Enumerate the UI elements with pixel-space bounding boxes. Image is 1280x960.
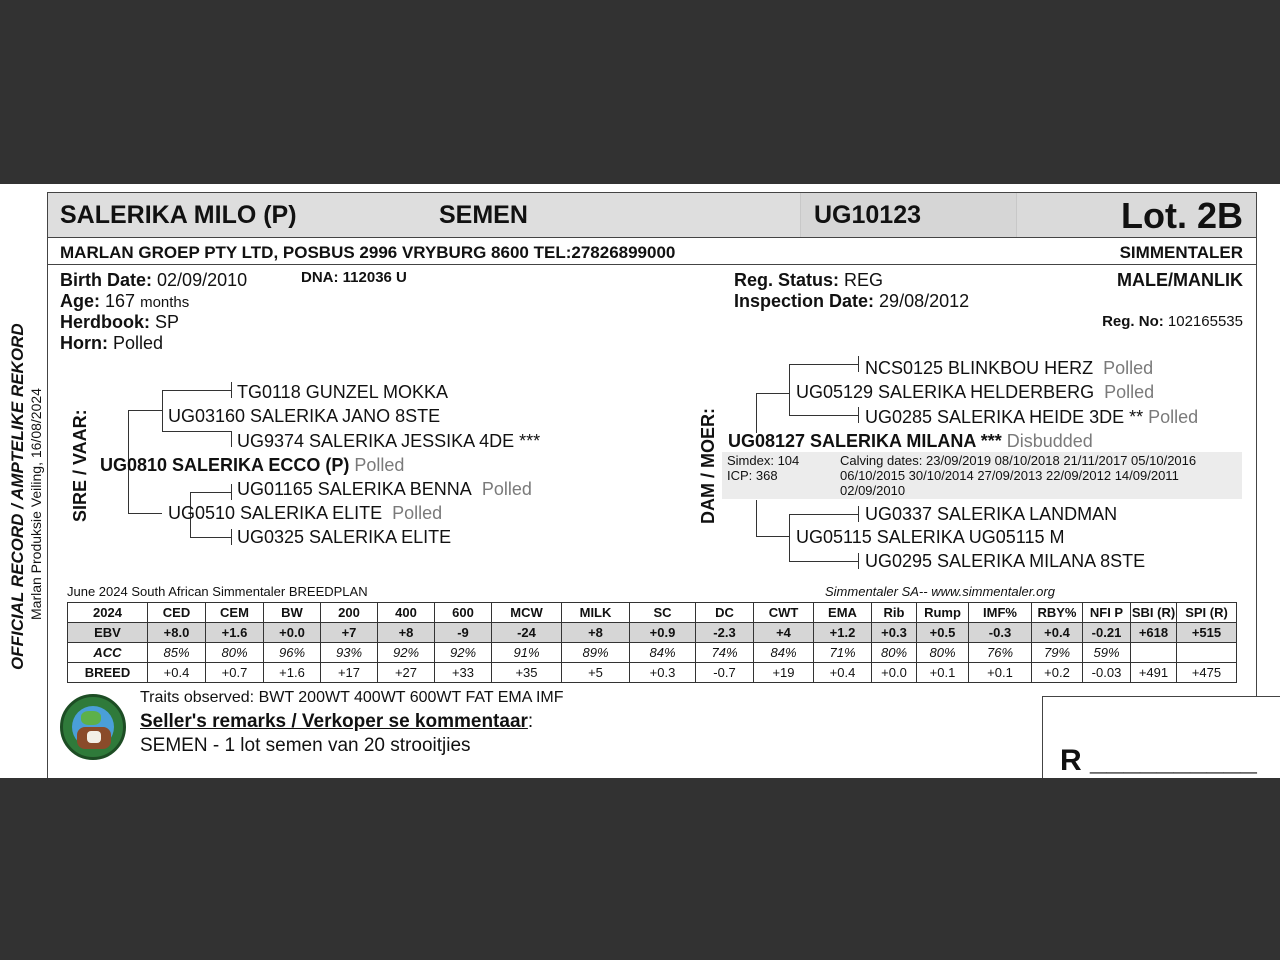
breedplan-source: Simmentaler SA-- www.simmentaler.org <box>825 584 1055 599</box>
ebv-cell: CEM <box>206 603 264 623</box>
ebv-cell: +1.2 <box>814 623 872 643</box>
age: Age: 167 months <box>60 291 190 311</box>
ebv-cell: +27 <box>378 663 435 683</box>
ebv-cell: 200 <box>321 603 378 623</box>
simmentaler-logo-icon <box>60 694 126 760</box>
ebv-cell: DC <box>696 603 754 623</box>
ebv-cell: +33 <box>435 663 492 683</box>
ebv-cell: EMA <box>814 603 872 623</box>
horn: Horn: Polled <box>60 333 164 353</box>
ebv-cell: Rump <box>917 603 969 623</box>
ebv-cell: 71% <box>814 643 872 663</box>
sire-label: SIRE / VAAR: <box>70 409 90 522</box>
dam-dam: UG05115 SALERIKA UG05115 M <box>796 527 1065 547</box>
ebv-cell: +491 <box>1131 663 1177 683</box>
ebv-cell: +0.0 <box>872 663 917 683</box>
item-type: SEMEN <box>439 201 528 229</box>
sire-dam: UG0510 SALERIKA ELITE Polled <box>168 503 443 523</box>
ebv-row <box>68 623 1237 643</box>
ebv-cell: ACC <box>68 643 148 663</box>
simdex: Simdex: 104 <box>727 453 800 468</box>
frame-left <box>47 192 48 778</box>
ebv-cell: 79% <box>1032 643 1083 663</box>
ebv-cell: +0.4 <box>1032 623 1083 643</box>
ebv-cell: 80% <box>917 643 969 663</box>
sire-sire-dam: UG9374 SALERIKA JESSIKA 4DE *** <box>237 431 541 451</box>
official-record-label: OFFICIAL RECORD / AMPTELIKE REKORD <box>8 323 27 670</box>
ebv-cell: IMF% <box>969 603 1032 623</box>
ebv-cell: +1.6 <box>206 623 264 643</box>
ebv-cell: -0.7 <box>696 663 754 683</box>
ebv-cell: +35 <box>492 663 562 683</box>
ebv-cell: -9 <box>435 623 492 643</box>
ebv-cell: +0.5 <box>917 623 969 643</box>
ebv-cell: 2024 <box>68 603 148 623</box>
dam-name: UG08127 SALERIKA MILANA *** Disbudded <box>728 431 1093 451</box>
breed-avg-row <box>68 663 1237 683</box>
ebv-cell: +17 <box>321 663 378 683</box>
remarks-text: SEMEN - 1 lot semen van 20 strooitjies <box>140 735 471 756</box>
ebv-cell: 85% <box>148 643 206 663</box>
ebv-cell: 59% <box>1083 643 1131 663</box>
ebv-cell: +0.0 <box>264 623 321 643</box>
ebv-cell: -24 <box>492 623 562 643</box>
ebv-cell <box>1131 643 1177 663</box>
ebv-cell: CED <box>148 603 206 623</box>
herdbook: Herdbook: SP <box>60 312 180 332</box>
sex: MALE/MANLIK <box>1117 270 1243 290</box>
ebv-cell: 80% <box>206 643 264 663</box>
ebv-cell: MILK <box>562 603 630 623</box>
ebv-cell: SC <box>630 603 696 623</box>
dam-sire-sire: NCS0125 BLINKBOU HERZ Polled <box>865 358 1154 378</box>
ebv-cell: 89% <box>562 643 630 663</box>
ebv-cell: SPI (R) <box>1177 603 1237 623</box>
ebv-cell: 600 <box>435 603 492 623</box>
dam-dam-dam: UG0295 SALERIKA MILANA 8STE <box>865 551 1146 571</box>
catalogue-sheet <box>0 184 1280 778</box>
inspection-date: Inspection Date: 29/08/2012 <box>734 291 970 311</box>
traits-observed: Traits observed: BWT 200WT 400WT 600WT FAT EMA IMF <box>140 689 564 706</box>
sire-name: UG0810 SALERIKA ECCO (P) Polled <box>100 455 405 475</box>
breedplan-caption: June 2024 South African Simmentaler BREEDPLAN <box>67 584 368 599</box>
ebv-cell: MCW <box>492 603 562 623</box>
calving-dates: Calving dates: 23/09/2019 08/10/2018 21/11/2017 05/10/2016 06/10/2015 30/10/2014 27/09/2013 22/09/2012 14/09/2011 02/09/2010 <box>840 453 1197 498</box>
ebv-cell: +0.3 <box>872 623 917 643</box>
dam-sire-dam: UG0285 SALERIKA HEIDE 3DE ** Polled <box>865 407 1199 427</box>
ebv-cell: RBY% <box>1032 603 1083 623</box>
animal-name: SALERIKA MILO (P) <box>60 201 297 229</box>
icp: ICP: 368 <box>727 468 778 483</box>
ebv-cell: +0.9 <box>630 623 696 643</box>
ebv-cell: EBV <box>68 623 148 643</box>
ebv-cell: +0.1 <box>917 663 969 683</box>
birth-date: Birth Date: 02/09/2010 <box>60 270 248 290</box>
ebv-cell: 76% <box>969 643 1032 663</box>
ebv-cell: 96% <box>264 643 321 663</box>
sire-sire: UG03160 SALERIKA JANO 8STE <box>168 406 441 426</box>
ebv-cell: 92% <box>435 643 492 663</box>
ebv-cell: +8 <box>378 623 435 643</box>
ebv-cell: -0.3 <box>969 623 1032 643</box>
dna-code: DNA: 112036 U <box>301 269 407 286</box>
ebv-cell: +8.0 <box>148 623 206 643</box>
ebv-cell: +19 <box>754 663 814 683</box>
ebv-cell: NFI P <box>1083 603 1131 623</box>
ebv-cell: Rib <box>872 603 917 623</box>
ebv-cell: +475 <box>1177 663 1237 683</box>
acc-row <box>68 643 1237 663</box>
ebv-cell: -2.3 <box>696 623 754 643</box>
ebv-cell: +0.2 <box>1032 663 1083 683</box>
ebv-cell: +0.4 <box>148 663 206 683</box>
ebv-cell: 93% <box>321 643 378 663</box>
ebv-cell: +515 <box>1177 623 1237 643</box>
ebv-cell: +618 <box>1131 623 1177 643</box>
breed-label: SIMMENTALER <box>1119 243 1243 262</box>
ebv-cell: 84% <box>754 643 814 663</box>
frame-right <box>1256 192 1257 696</box>
dam-sire: UG05129 SALERIKA HELDERBERG Polled <box>796 382 1155 402</box>
lot-number: Lot. 2B <box>1121 195 1243 236</box>
ebv-cell: +0.7 <box>206 663 264 683</box>
ebv-cell <box>1177 643 1237 663</box>
ebv-cell: +7 <box>321 623 378 643</box>
ebv-cell: SBI (R) <box>1131 603 1177 623</box>
ebv-cell: CWT <box>754 603 814 623</box>
ebv-cell: -0.21 <box>1083 623 1131 643</box>
ebv-cell: 80% <box>872 643 917 663</box>
ebv-cell: 91% <box>492 643 562 663</box>
dam-dam-sire: UG0337 SALERIKA LANDMAN <box>865 504 1118 524</box>
sale-label: Marlan Produksie Veiling, 16/08/2024 <box>28 388 44 620</box>
animal-id: UG10123 <box>814 201 922 229</box>
ebv-cell: -0.03 <box>1083 663 1131 683</box>
dam-label: DAM / MOER: <box>698 408 718 524</box>
ebv-cell: +5 <box>562 663 630 683</box>
ebv-table <box>67 602 1237 683</box>
ebv-cell: BW <box>264 603 321 623</box>
ebv-cell: 84% <box>630 643 696 663</box>
ebv-cell: +0.3 <box>630 663 696 683</box>
ebv-cell: +0.1 <box>969 663 1032 683</box>
sire-sire-sire: TG0118 GUNZEL MOKKA <box>237 382 449 402</box>
ebv-cell: +1.6 <box>264 663 321 683</box>
ebv-cell: BREED <box>68 663 148 683</box>
price-field[interactable]: R __________ <box>1060 744 1257 777</box>
ebv-cell: +8 <box>562 623 630 643</box>
remarks-title: Seller's remarks / Verkoper se kommentaar: <box>140 711 534 732</box>
ebv-header-row <box>68 603 1237 623</box>
ebv-cell: +0.4 <box>814 663 872 683</box>
reg-no: Reg. No: 102165535 <box>1102 313 1243 330</box>
ebv-cell: +4 <box>754 623 814 643</box>
ebv-cell: 74% <box>696 643 754 663</box>
ebv-cell: 92% <box>378 643 435 663</box>
ebv-cell: 400 <box>378 603 435 623</box>
sire-dam-dam: UG0325 SALERIKA ELITE <box>237 527 452 547</box>
sire-dam-sire: UG01165 SALERIKA BENNA Polled <box>237 479 532 499</box>
reg-status: Reg. Status: REG <box>734 270 884 290</box>
owner-line: MARLAN GROEP PTY LTD, POSBUS 2996 VRYBURG 8600 TEL:27826899000 <box>60 243 676 262</box>
